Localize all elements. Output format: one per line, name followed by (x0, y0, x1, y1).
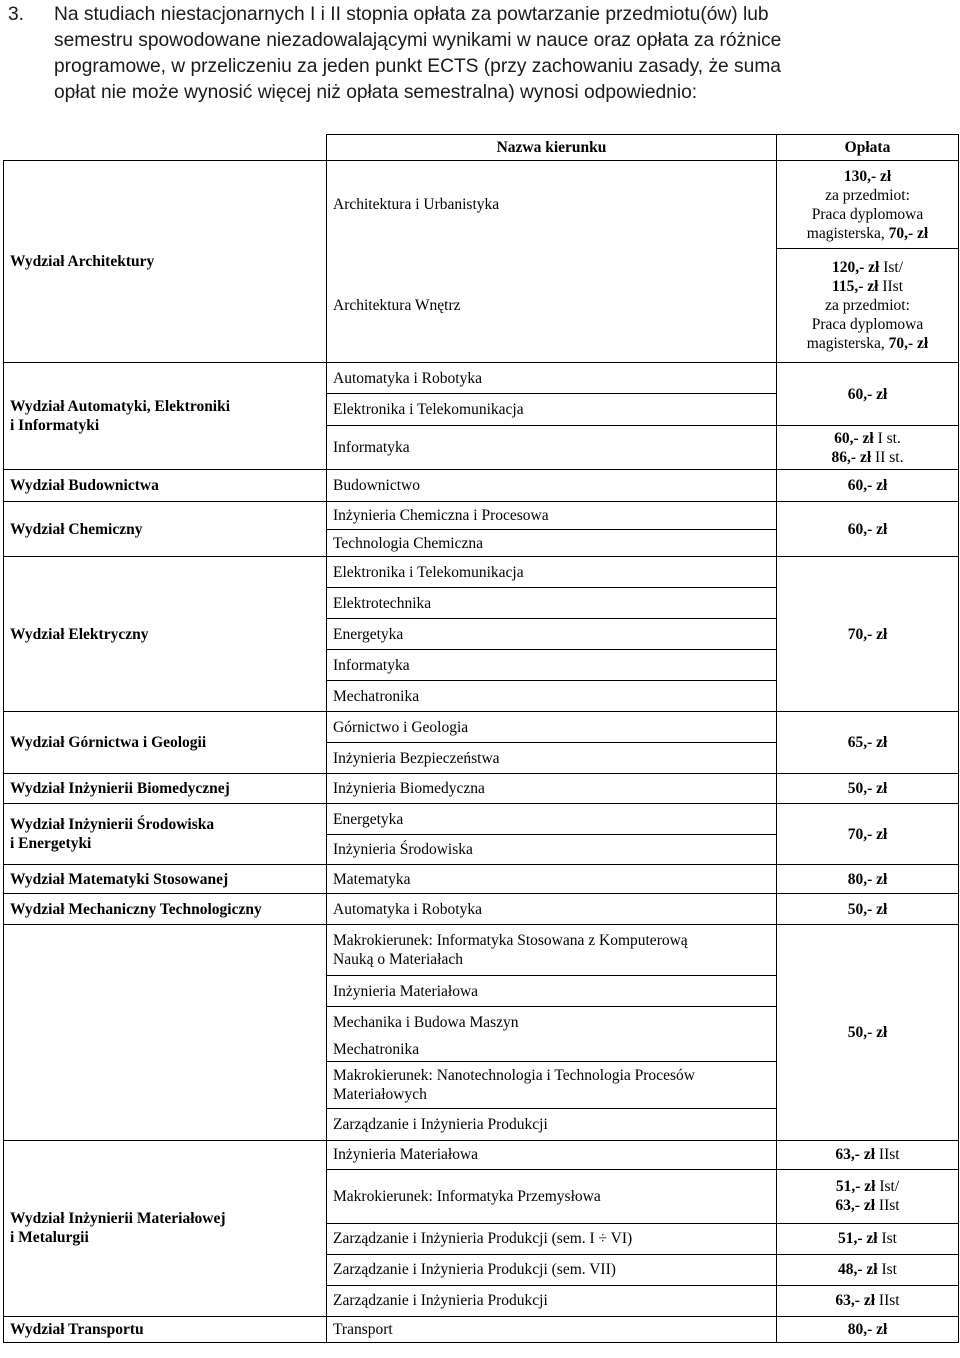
faculty-gornictwo: Wydział Górnictwa i Geologii (4, 712, 327, 774)
faculty-matematyka: Wydział Matematyki Stosowanej (4, 865, 327, 894)
fee-note: IIst (878, 278, 904, 295)
faculty-line: i Metalurgii (10, 1229, 89, 1247)
course-cell (327, 1062, 777, 1109)
table-row (4, 502, 959, 530)
fee-note: za przedmiot: (825, 186, 910, 204)
fee-cell: 50,- zł (777, 925, 959, 1141)
fee-cell (777, 1285, 959, 1316)
course-cell: Zarządzanie i Inżynieria Produkcji (sem. I ÷ VI) (327, 1223, 777, 1254)
intro-line: opłat nie może wynosić więcej niż opłata semestralna) wynosi odpowiednio: (54, 82, 698, 103)
fee-cell (777, 161, 959, 249)
fee-cell: 50,- zł (777, 894, 959, 925)
faculty-line: Wydział Inżynierii Środowiska (10, 816, 215, 833)
course-cell: Mechatronika (327, 681, 777, 712)
fee-value: 130,- zł (843, 167, 892, 185)
course-cell: Inżynieria Środowiska (327, 835, 777, 865)
course-cell: Automatyka i Robotyka (327, 894, 777, 925)
fee-value: 86,- zł (831, 448, 872, 466)
header-oplata: Opłata (777, 135, 959, 161)
fee-note: IIst (875, 1292, 900, 1310)
fee-note: II st. (871, 448, 904, 466)
intro-line: programowe, w przeliczeniu za jeden punkt ECTS (przy zachowaniu zasady, że suma (54, 56, 781, 77)
course-cell: Architektura i Urbanistyka (327, 161, 777, 249)
fee-value: 48,- zł (838, 1261, 878, 1278)
course-cell: Matematyka (327, 865, 777, 894)
course-line: Makrokierunek: Informatyka Stosowana z Komputerową (333, 932, 688, 949)
table-row (4, 804, 959, 835)
fee-note: magisterska, (806, 224, 889, 242)
fee-cell (777, 426, 959, 470)
fee-note: I st. (873, 429, 901, 447)
fee-cell (777, 1140, 959, 1169)
fee-cell (777, 1169, 959, 1223)
table-header-row (4, 135, 959, 161)
faculty-line: Wydział Inżynierii Materiałowej (10, 1210, 226, 1228)
table-row (4, 712, 959, 743)
fee-note: IIst (875, 1146, 900, 1163)
table-row (4, 161, 959, 249)
fee-cell: 60,- zł (777, 363, 959, 426)
faculty-architektura: Wydział Architektury (4, 161, 327, 363)
faculty-materialowa (4, 1140, 327, 1317)
fee-value: 63,- zł (835, 1292, 876, 1310)
header-kierunek: Nazwa kierunku (327, 135, 777, 161)
fee-cell: 60,- zł (777, 502, 959, 557)
fee-value: 63,- zł (835, 1197, 876, 1214)
faculty-transport: Wydział Transportu (4, 1317, 327, 1343)
course-cell: Elektronika i Telekomunikacja (327, 557, 777, 588)
course-cell: Elektrotechnika (327, 588, 777, 619)
faculty-mechaniczny: Wydział Mechaniczny Technologiczny (4, 894, 327, 925)
table-row (4, 894, 959, 925)
course-cell: Automatyka i Robotyka (327, 363, 777, 394)
fee-cell: 65,- zł (777, 712, 959, 774)
fee-note: Ist/ (879, 259, 904, 276)
course-cell: Inżynieria Bezpieczeństwa (327, 743, 777, 774)
fee-value: 70,- zł (888, 335, 929, 352)
fee-cell: 80,- zł (777, 865, 959, 894)
fee-cell (777, 1254, 959, 1285)
intro-paragraph (8, 2, 953, 106)
table-row (4, 1140, 959, 1169)
fee-note: Ist (877, 1230, 897, 1247)
fee-note: Ist (877, 1261, 897, 1278)
fee-note: za przedmiot: (825, 297, 910, 314)
intro-line: Na studiach niestacjonarnych I i II stopnia opłata za powtarzanie przedmiotu(ów) lub (54, 4, 769, 25)
fee-value: 51,- zł (835, 1178, 876, 1195)
faculty-line: i Informatyki (10, 417, 100, 434)
table-row (4, 774, 959, 804)
fee-cell: 60,- zł (777, 470, 959, 502)
table-row (4, 1317, 959, 1343)
fee-cell (777, 1223, 959, 1254)
course-cell: Technologia Chemiczna (327, 530, 777, 557)
faculty-budownictwo: Wydział Budownictwa (4, 470, 327, 502)
fee-value: 115,- zł (831, 278, 879, 295)
fees-table (3, 134, 959, 1343)
fee-note: magisterska, (806, 335, 889, 352)
faculty-srodowiska (4, 804, 327, 865)
course-cell: Architektura Wnętrz (327, 249, 777, 363)
faculty-automatyka (4, 363, 327, 470)
table-row (4, 557, 959, 588)
table-row (4, 363, 959, 394)
item-number: 3. (8, 4, 25, 25)
fee-cell (777, 249, 959, 363)
table-row (4, 470, 959, 502)
course-cell: Makrokierunek: Informatyka Przemysłowa (327, 1169, 777, 1223)
course-cell: Mechanika i Budowa Maszyn (327, 1007, 777, 1038)
fee-cell: 70,- zł (777, 557, 959, 712)
fee-note: IIst (875, 1197, 900, 1214)
intro-line: semestru spowodowane niezadowalającymi wynikami w nauce oraz opłata za różnice (54, 30, 782, 51)
fee-note: Praca dyplomowa (811, 205, 924, 223)
course-cell: Mechatronika (327, 1038, 777, 1062)
course-cell: Zarządzanie i Inżynieria Produkcji (327, 1285, 777, 1316)
faculty-line: Wydział Automatyki, Elektroniki (10, 398, 231, 415)
fee-value: 63,- zł (835, 1146, 876, 1163)
fee-cell: 80,- zł (777, 1317, 959, 1343)
fee-value: 60,- zł (834, 429, 874, 447)
fee-value: 51,- zł (838, 1230, 878, 1247)
course-cell (327, 925, 777, 976)
course-line: Makrokierunek: Nanotechnologia i Technologia Procesów (333, 1067, 695, 1084)
course-cell: Informatyka (327, 426, 777, 470)
course-cell: Inżynieria Materiałowa (327, 976, 777, 1007)
course-cell: Inżynieria Materiałowa (327, 1140, 777, 1169)
course-cell: Zarządzanie i Inżynieria Produkcji (327, 1109, 777, 1140)
faculty-biomed: Wydział Inżynierii Biomedycznej (4, 774, 327, 804)
course-cell: Elektronika i Telekomunikacja (327, 394, 777, 426)
course-cell: Energetyka (327, 619, 777, 650)
course-cell: Inżynieria Chemiczna i Procesowa (327, 502, 777, 530)
fee-note: Praca dyplomowa (811, 316, 924, 333)
course-cell: Budownictwo (327, 470, 777, 502)
faculty-line: i Energetyki (10, 835, 92, 852)
course-cell: Transport (327, 1317, 777, 1343)
fee-value: 70,- zł (888, 224, 929, 242)
course-cell: Górnictwo i Geologia (327, 712, 777, 743)
course-cell: Zarządzanie i Inżynieria Produkcji (sem. VII) (327, 1254, 777, 1285)
fee-note: Ist/ (875, 1178, 900, 1195)
course-cell: Inżynieria Biomedyczna (327, 774, 777, 804)
course-line: Materiałowych (333, 1086, 427, 1103)
fee-value: 120,- zł (831, 259, 880, 276)
fee-cell: 50,- zł (777, 774, 959, 804)
course-cell: Energetyka (327, 804, 777, 835)
table-row (4, 925, 959, 976)
course-line: Nauką o Materiałach (333, 951, 463, 968)
faculty-elektryczny: Wydział Elektryczny (4, 557, 327, 712)
faculty-empty (4, 925, 327, 1141)
table-row (4, 865, 959, 894)
fee-cell: 70,- zł (777, 804, 959, 865)
course-cell: Informatyka (327, 650, 777, 681)
faculty-chemiczny: Wydział Chemiczny (4, 502, 327, 557)
